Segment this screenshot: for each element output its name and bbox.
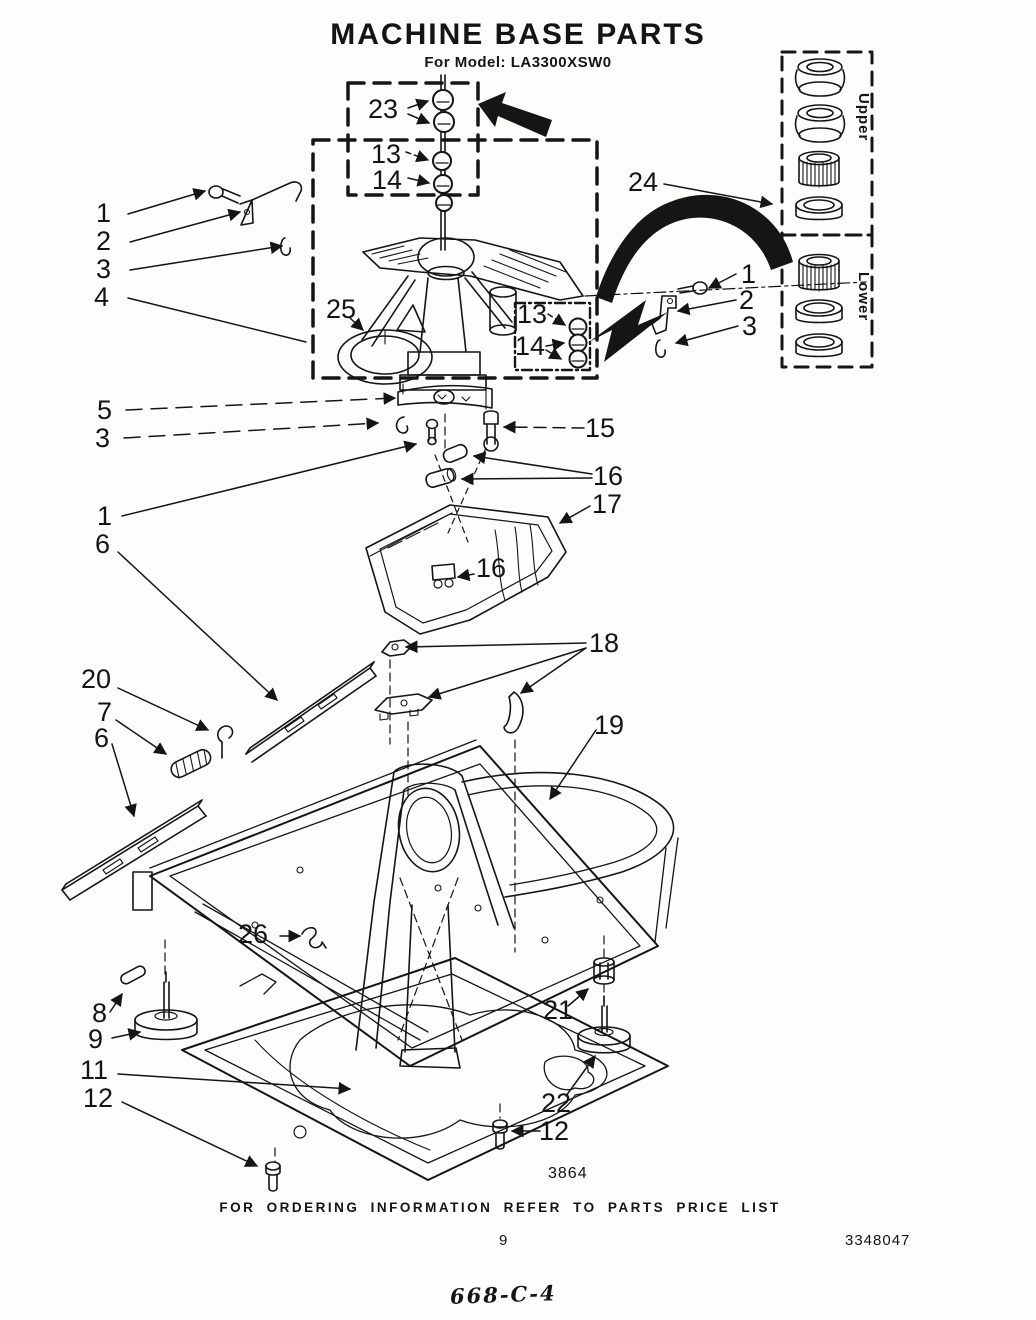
callout-5-washer: 5 [97,395,113,425]
callout-8-pin: 8 [92,998,108,1028]
callout-15-bolt: 15 [585,413,616,443]
callout-1-screw: 1 [97,501,113,531]
callout-14-upper: 14 [372,165,403,195]
motor-plate-drawing [366,505,566,634]
upper-kit-label: Upper [855,93,872,142]
callout-13-upper: 13 [371,139,402,169]
callout-16-clip: 16 [476,553,507,583]
callout-16-spacers: 16 [593,461,624,491]
callout-17-motor-plate: 17 [592,489,623,519]
callout-24-seal-kit: 24 [628,167,659,197]
model-subtitle: For Model: LA3300XSW0 [424,54,612,71]
plate-code: 668-C-4 [449,1280,557,1309]
callout-9-foot-front: 9 [88,1024,104,1054]
callout-7-spring: 7 [97,697,113,727]
lower-kit-label: Lower [855,272,872,322]
callout-26-clip: 26 [238,919,269,949]
callout-25-oring: 25 [326,294,357,324]
callout-20-hook: 20 [81,664,112,694]
page-number: 9 [499,1232,509,1249]
callout-3-spacer-left: 3 [96,254,112,284]
callout-22-foot-rear: 22 [541,1088,572,1118]
callout-18-clamps: 18 [589,628,620,658]
callout-19-frame: 19 [594,710,625,740]
callout-3-right: 3 [742,311,758,341]
callout-6-rail-lower: 6 [94,723,110,753]
leader-lines [110,101,772,1166]
page-title: MACHINE BASE PARTS [330,18,706,51]
document-number: 3348047 [845,1232,911,1249]
clamps-18-drawing [375,640,523,733]
gearcase-box [313,140,597,378]
clip-26-drawing [302,928,326,948]
callout-12-screw-right: 12 [539,1116,570,1146]
callout-21-nut: 21 [543,995,574,1025]
base-pan-drawing [182,958,668,1191]
callout-12-screw-left: 12 [83,1083,114,1113]
callout-1-right: 1 [741,259,757,289]
callout-1-bracket-bolt: 1 [96,198,112,228]
callout-2-right: 2 [739,285,755,315]
callout-23-nuts: 23 [368,94,399,124]
callout-2-bracket: 2 [96,226,112,256]
callout-13-lower: 13 [517,299,548,329]
upper-kit-arrow [478,92,552,137]
callout-11-base-pan: 11 [80,1055,109,1085]
callout-3-clip: 3 [95,423,111,453]
callout-14-lower: 14 [515,331,546,361]
callout-4-gearcase: 4 [94,282,110,312]
diagram-code: 3864 [548,1165,588,1182]
callout-6-rail-upper: 6 [95,529,111,559]
ordering-note: FOR ORDERING INFORMATION REFER TO PARTS PRICE LIST [219,1200,781,1215]
mid-parts-drawing [397,384,498,489]
